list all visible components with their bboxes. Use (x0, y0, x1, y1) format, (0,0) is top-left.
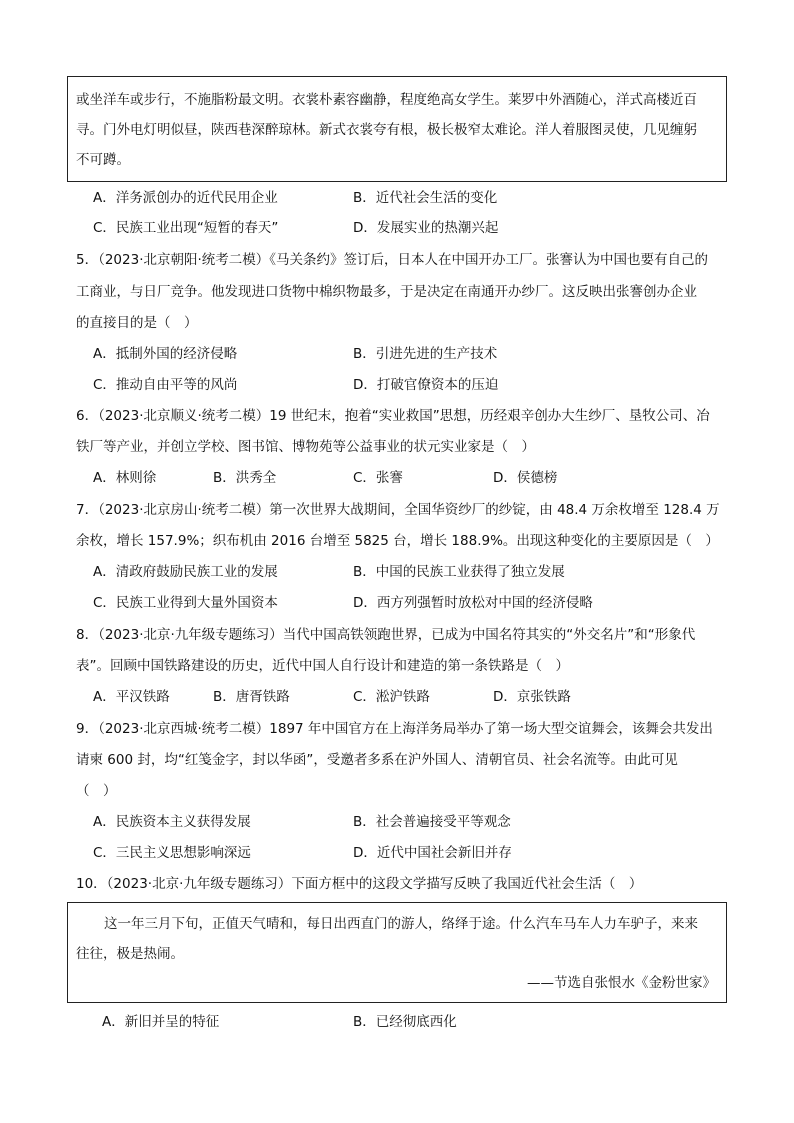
q4-option-c[interactable]: C．民族工业出现“短暂的春天” (93, 220, 279, 236)
q6-option-b[interactable]: B．洪秀全 (213, 470, 277, 486)
q9-stem-line-1: 9．（2023·北京西城·统考二模）1897 年中国官方在上海洋务局举办了第一场大型交谊舞会，该舞会共发出 (76, 721, 713, 737)
q8-stem-line-2: 表”。回顾中国铁路建设的历史，近代中国人自行设计和建造的第一条铁路是（ ） (76, 658, 569, 674)
q6-stem-line-1: 6．（2023·北京顺义·统考二模）19 世纪末，抱着“实业救国”思想，历经艰辛创办大生纱厂、垦牧公司、冶 (76, 408, 710, 424)
q7-option-a[interactable]: A．清政府鼓励民族工业的发展 (93, 564, 278, 580)
q6-stem-line-2: 铁厂等产业，并创立学校、图书馆、博物苑等公益事业的状元实业家是（ ） (76, 439, 535, 455)
q4-option-d[interactable]: D．发展实业的热潮兴起 (353, 220, 499, 236)
q10-option-a[interactable]: A．新旧并呈的特征 (102, 1014, 220, 1030)
q7-stem-line-1: 7．（2023·北京房山·统考二模）第一次世界大战期间，全国华资纱厂的纱锭，由 48.4 万余枚增至 128.4 万 (76, 502, 720, 518)
q4-option-a[interactable]: A．洋务派创办的近代民用企业 (93, 190, 278, 206)
q7-stem-line-2: 余枚，增长 157.9%；织布机由 2016 台增至 5825 台，增长 188.9%。出现这种变化的主要原因是（ ） (76, 533, 719, 549)
q5-option-a[interactable]: A．抵制外国的经济侵略 (93, 346, 238, 362)
q9-stem-line-2: 请柬 600 封，均“红笺金字，封以华函”，受邀者多系在沪外国人、清朝官员、社会名流等。由此可见 (76, 752, 678, 768)
q10-option-b[interactable]: B．已经彻底西化 (353, 1014, 457, 1030)
q9-option-a[interactable]: A．民族资本主义获得发展 (93, 814, 251, 830)
q9-option-c[interactable]: C．三民主义思想影响深远 (93, 845, 251, 861)
q6-option-c[interactable]: C．张謇 (353, 470, 403, 486)
q5-option-d[interactable]: D．打破官僚资本的压迫 (353, 377, 499, 393)
q8-option-d[interactable]: D．京张铁路 (493, 689, 571, 705)
q4-option-b[interactable]: B．近代社会生活的变化 (353, 190, 498, 206)
q9-option-d[interactable]: D．近代中国社会新旧并存 (353, 845, 512, 861)
q5-option-b[interactable]: B．引进先进的生产技术 (353, 346, 498, 362)
q5-stem-line-2: 工商业，与日厂竞争。他发现进口货物中棉织物最多，于是决定在南通开办纱厂。这反映出张謇创办企业 (76, 284, 697, 300)
q10-quote-line-1: 这一年三月下旬，正值天气晴和，每日出西直门的游人，络绎于途。什么汽车马车人力车驴子，来来 (104, 916, 698, 932)
q6-option-d[interactable]: D．侯德榜 (493, 470, 558, 486)
q7-option-d[interactable]: D．西方列强暂时放松对中国的经济侵略 (353, 595, 593, 611)
top-quote-line-3: 不可蹲。 (76, 152, 130, 168)
top-quote-line-1: 或坐洋车或步行，不施脂粉最文明。衣裳朴素容幽静，程度绝高女学生。莱罗中外酒随心，洋式高楼近百 (76, 92, 697, 108)
q10-stem: 10．（2023·北京·九年级专题练习）下面方框中的这段文学描写反映了我国近代社会生活（ ） (76, 876, 643, 892)
q8-stem-line-1: 8．（2023·北京·九年级专题练习）当代中国高铁领跑世界，已成为中国名符其实的“外交名片”和“形象代 (76, 627, 696, 643)
q8-option-a[interactable]: A．平汉铁路 (93, 689, 170, 705)
q6-option-a[interactable]: A．林则徐 (93, 470, 157, 486)
q8-option-b[interactable]: B．唐胥铁路 (213, 689, 290, 705)
q5-option-c[interactable]: C．推动自由平等的风尚 (93, 377, 238, 393)
q10-quote-line-2: 往往，极是热闹。 (76, 946, 184, 962)
q9-stem-line-3: （ ） (76, 783, 117, 799)
q7-option-b[interactable]: B．中国的民族工业获得了独立发展 (353, 564, 565, 580)
q7-option-c[interactable]: C．民族工业得到大量外国资本 (93, 595, 278, 611)
q9-option-b[interactable]: B．社会普遍接受平等观念 (353, 814, 511, 830)
q5-stem-line-3: 的直接目的是（ ） (76, 315, 198, 331)
q10-quote-source: ——节选自张恨水《金粉世家》 (527, 975, 716, 991)
top-quote-line-2: 寻。门外电灯明似昼，陕西巷深醉琼林。新式衣裳夸有根，极长极窄太难论。洋人着服图灵使，几见缠躬 (76, 122, 697, 138)
q5-stem-line-1: 5．（2023·北京朝阳·统考二模）《马关条约》签订后，日本人在中国开办工厂。张謇认为中国也要有自己的 (76, 252, 709, 268)
q8-option-c[interactable]: C．淞沪铁路 (353, 689, 430, 705)
